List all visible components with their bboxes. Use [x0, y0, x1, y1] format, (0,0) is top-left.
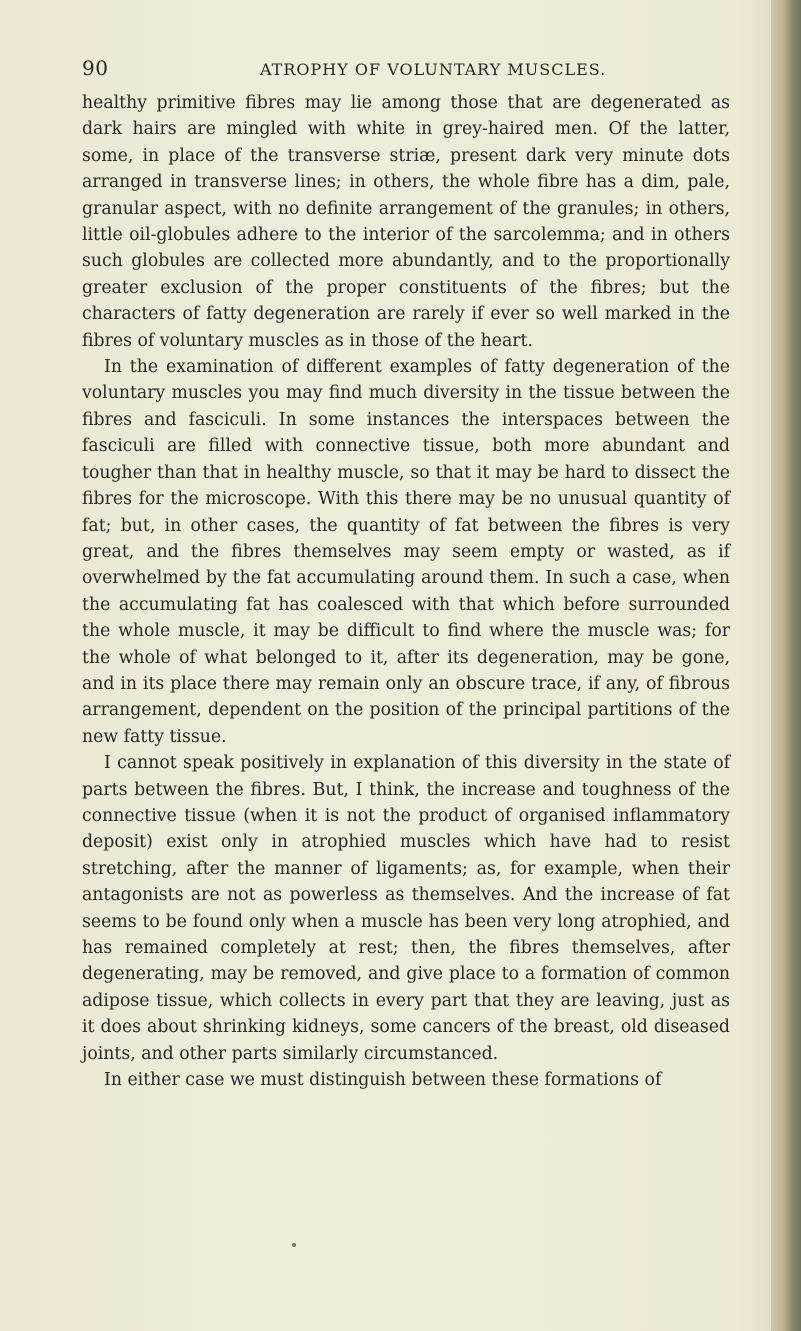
ink-speck	[292, 1243, 296, 1247]
paragraph-continued: healthy primitive fibres may lie among those that are degenerated as dark hairs are mingled with white in grey-haired men. Of the latter, some, in place of the transverse striæ, present dark very minute dots arranged in transverse lines; in others, the whole fibre has a dim, pale, granular aspect, with no definite arrangement of the granules; in others, little oil-globules adhere to the interior of the sarcolemma; and in others such globules are collected more abundantly, and to the proportionally greater exclusion of the proper constituents of the fibres; but the characters of fatty degeneration are rarely if ever so well marked in the fibres of voluntary muscles as in those of the heart.	[82, 93, 730, 351]
page-header	[82, 50, 741, 90]
paragraph: In the examination of different examples of fatty degeneration of the voluntary muscles you may find much diversity in the tissue between the fibres and fasciculi. In some instances the interspaces between the fasciculi are filled with connective tissue, both more abundant and tougher than that in healthy muscle, so that it may be hard to dissect the fibres for the microscope. With this there may be no unusual quantity of fat; but, in other cases, the quantity of fat between the fibres is very great, and the fibres themselves may seem empty or wasted, as if overwhelmed by the fat accumulating around them. In such a case, when the accumulating fat has coalesced with that which before surrounded the whole muscle, it may be difficult to find where the muscle was; for the whole of what belonged to it, after its degeneration, may be gone, and in its place there may remain only an obscure trace, if any, of fibrous arrangement, dependent on the position of the principal partitions of the new fatty tissue.	[82, 357, 730, 747]
body-text	[82, 90, 730, 1093]
running-title: ATROPHY OF VOLUNTARY MUSCLES.	[260, 60, 607, 79]
paragraph: I cannot speak positively in explanation of this diversity in the state of parts between the fibres. But, I think, the increase and toughness of the connective tissue (when it is not the product of organised inflammatory deposit) exist only in atrophied muscles which have had to resist stretching, after the manner of ligaments; as, for example, when their antagonists are not as powerless as themselves. And the increase of fat seems to be found only when a muscle has been very long atrophied, and has remained completely at rest; then, the fibres themselves, after degenerating, may be removed, and give place to a formation of common adipose tissue, which collects in every part that they are leaving, just as it does about shrinking kidneys, some cancers of the breast, old diseased joints, and other parts similarly circumstanced.	[82, 753, 730, 1064]
paragraph: In either case we must distinguish between these formations of	[104, 1070, 662, 1091]
book-spine-edge	[771, 0, 801, 1331]
page-number: 90	[82, 56, 109, 80]
